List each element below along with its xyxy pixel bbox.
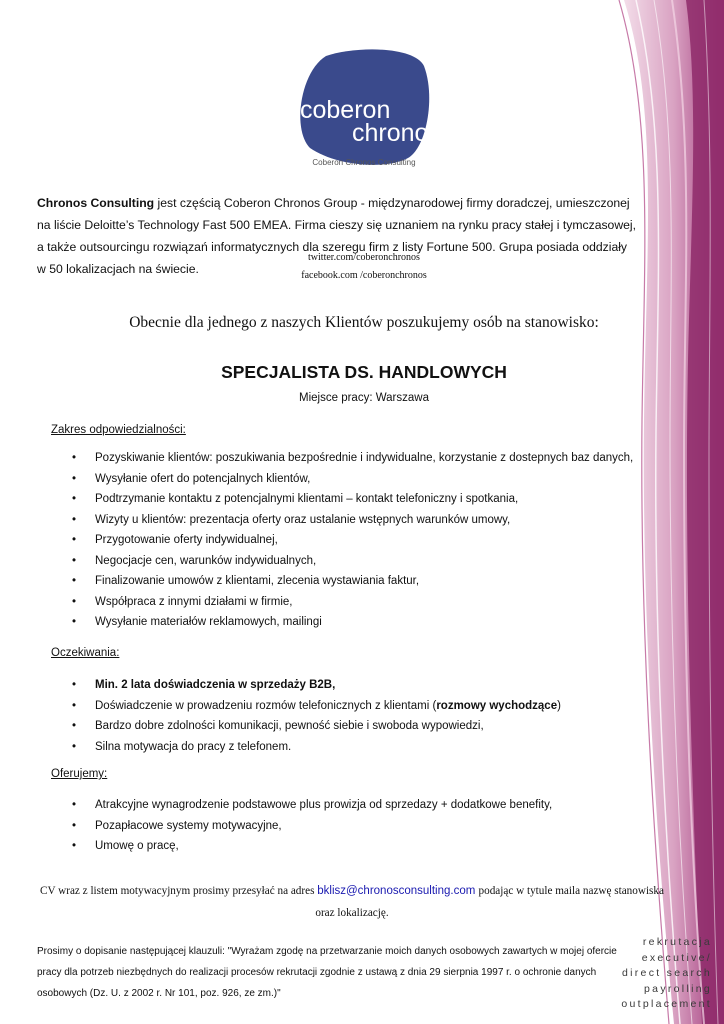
list-item: • Umowę o pracę, (60, 836, 620, 857)
list-item: • Przygotowanie oferty indywidualnej, (60, 530, 620, 551)
responsibilities-list (60, 448, 634, 633)
expectations-list (60, 675, 620, 757)
company-intro (37, 192, 637, 280)
list-item: • Wysyłanie ofert do potencjalnych klientów, (60, 469, 620, 490)
list-item: • Pozyskiwanie klientów: poszukiwania bezpośrednie i indywidualne, korzystanie z dostepnych baz danych, (60, 448, 620, 469)
logo-caption: Coberon Chronos Consulting (312, 158, 416, 167)
offer-list (60, 795, 620, 857)
list-item: • Współpraca z innymi działami w firmie, (60, 592, 620, 613)
twitter-link[interactable]: twitter.com/coberonchronos (308, 252, 420, 263)
list-item: • Bardzo dobre zdolności komunikacji, pewność siebie i swoboda wypowiedzi, (60, 716, 620, 737)
expectation-text: ) (557, 699, 561, 712)
list-item: • Silna motywacja do pracy z telefonem. (60, 737, 620, 758)
responsibilities-heading: Zakres odpowiedzialności: (51, 424, 186, 436)
logo-line1: coberon (300, 96, 391, 124)
facebook-link[interactable]: facebook.com /coberonchronos (301, 270, 427, 281)
consent-clause: Prosimy o dopisanie następującej klauzuli: "Wyrażam zgodę na przetwarzanie moich danych osobowych zawartych w mojej ofercie pracy dla potrzeb niezbędnych do realizacji procesów rekrutacji zgodnie z ustawą z dnia 29 sierpnia 1997 r. o ochronie danych osobowych (Dz. U. z 2002 r. Nr 101, poz. 926, ze zm.)" (37, 946, 617, 999)
job-location: Miejsce pracy: Warszawa (299, 392, 429, 404)
service-item: direct search (621, 967, 712, 979)
service-item: rekrutacja (642, 936, 712, 948)
expectations-heading: Oczekiwania: (51, 647, 120, 659)
service-item: outplacement (621, 998, 712, 1010)
cv-text: CV wraz z listem motywacyjnym prosimy przesyłać na adres (40, 885, 318, 897)
expectation-bold: Min. 2 lata doświadczenia w sprzedaży B2B, (95, 679, 336, 691)
list-item (60, 675, 620, 696)
service-item: executive/ (641, 951, 712, 964)
lead-sentence: Obecnie dla jednego z naszych Klientów poszukujemy osób na stanowisko: (129, 314, 599, 331)
company-name: Chronos Consulting (37, 196, 155, 210)
list-item: • Finalizowanie umowów z klientami, zlecenia wystawiania faktur, (60, 571, 620, 592)
list-item: • Atrakcyjne wynagrodzenie podstawowe plus prowizja od sprzedazy + dodatkowe benefity, (60, 795, 620, 816)
company-logo (296, 48, 441, 172)
service-item: payrolling (644, 982, 712, 995)
list-item: • Pozapłacowe systemy motywacyjne, (60, 816, 620, 837)
decorative-swoosh (614, 0, 724, 1024)
intro-text: jest częścią Coberon Chronos Group - międzynarodowej firmy doradczej, umieszczonej na liście Deloitte’s Technology Fast 500 EMEA. Firma cieszy się uznaniem na rynku pracy stałej i tymczasowej, a także outsourcingu rozwiązań informatycznych dla szeregu firm z listy Fortune 500. Grupa posiada oddziały w 50 lokalizacjach na świecie. (37, 196, 637, 276)
services-list (621, 935, 712, 1013)
list-item (60, 696, 620, 717)
list-item: • Wizyty u klientów: prezentacja oferty oraz ustalanie wstępnych warunków umowy, (60, 510, 620, 531)
cv-text: podając w tytule maila nazwę stanowiska oraz lokalizację. (315, 885, 664, 919)
email-link[interactable]: bklisz@chronosconsulting.com (317, 885, 479, 897)
list-item: • Wysyłanie materiałów reklamowych, mailingi (60, 612, 620, 633)
job-title: SPECJALISTA DS. HANDLOWYCH (221, 362, 507, 382)
logo-line2: chronos (352, 119, 441, 147)
cv-instructions (37, 880, 667, 924)
expectation-text: Doświadczenie w prowadzeniu rozmów telefonicznych z klientami ( (95, 699, 437, 712)
list-item: • Podtrzymanie kontaktu z potencjalnymi klientami – kontakt telefoniczny i spotkania, (60, 489, 620, 510)
list-item: • Negocjacje cen, warunków indywidualnych, (60, 551, 620, 572)
expectation-bold: rozmowy wychodzące (436, 699, 558, 712)
offer-heading: Oferujemy: (51, 768, 108, 780)
